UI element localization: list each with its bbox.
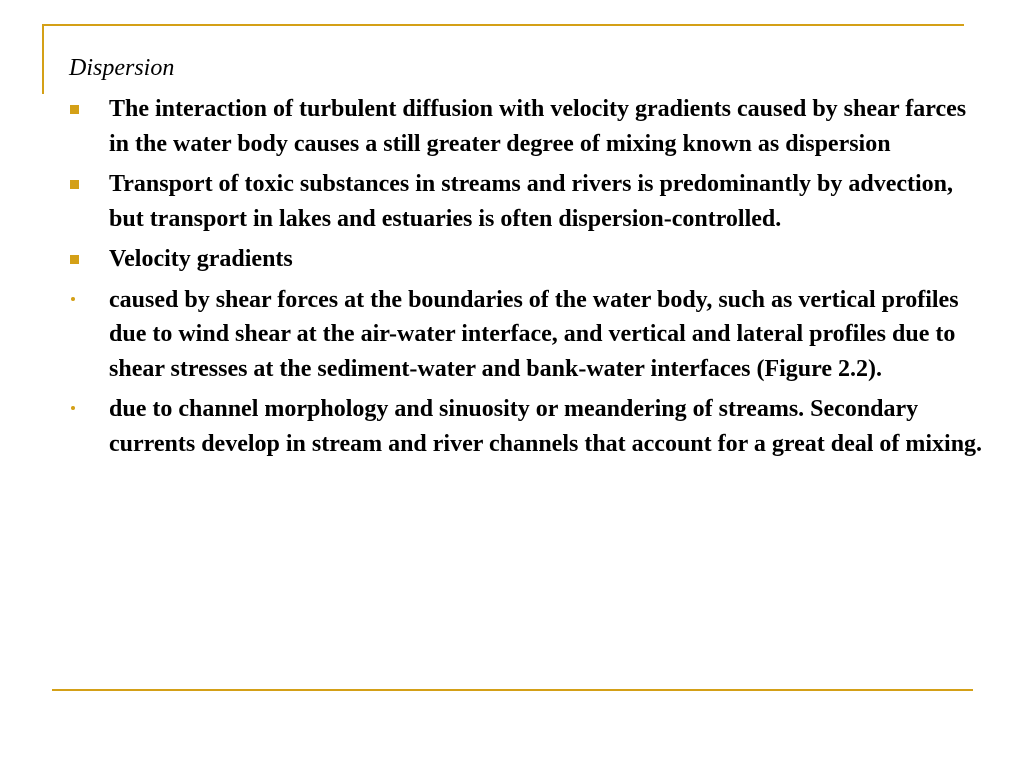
bullet-text: due to channel morphology and sinuosity or meandering of streams. Secondary currents develop in stream and river channels that account for a great deal of mixing. <box>109 396 983 457</box>
square-bullet-icon <box>70 180 79 189</box>
frame-left-line <box>42 24 44 94</box>
bullet-text: Velocity gradients <box>109 246 293 272</box>
frame-bottom-line <box>52 689 973 691</box>
sub-bullet-item <box>0 283 1024 387</box>
bullet-text: Transport of toxic substances in streams and rivers is predominantly by advection, but transport in lakes and estuaries is often dispersion-controlled. <box>109 171 954 232</box>
bullet-item <box>0 242 1024 277</box>
bullet-text: The interaction of turbulent diffusion with velocity gradients caused by shear farces in the water body causes a still greater degree of mixing known as dispersion <box>109 96 967 157</box>
dot-bullet-icon <box>71 297 75 301</box>
bullet-item <box>0 92 1024 161</box>
bullet-text: caused by shear forces at the boundaries of the water body, such as vertical profiles due to wind shear at the air-water interface, and vertical and lateral profiles due to shear stresses at the sediment-water and bank-water interfaces (Figure 2.2). <box>109 286 959 382</box>
frame-top-line <box>42 24 964 26</box>
square-bullet-icon <box>70 255 79 264</box>
sub-bullet-item <box>0 392 1024 461</box>
square-bullet-icon <box>70 105 79 114</box>
dot-bullet-icon <box>71 406 75 410</box>
slide-title: Dispersion <box>69 55 175 81</box>
bullet-item <box>0 167 1024 236</box>
bullet-list <box>0 92 1024 467</box>
